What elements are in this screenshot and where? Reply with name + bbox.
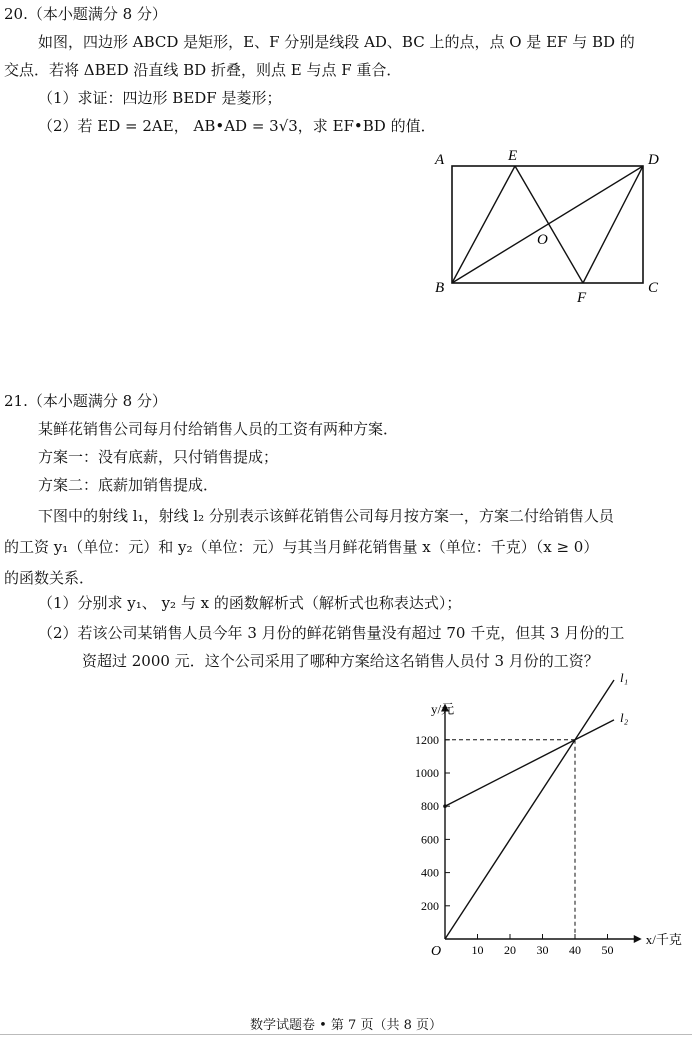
segment-fd xyxy=(583,166,643,283)
label-c: C xyxy=(648,280,659,296)
q21-desc-line3: 的函数关系． xyxy=(4,569,95,587)
x-axis-title: x/千克 xyxy=(645,932,682,947)
y-axis-title: y/元 xyxy=(431,701,455,717)
origin-label: O xyxy=(431,944,442,959)
x-tick-label: 20 xyxy=(504,943,516,957)
q21-intro: 某鲜花销售公司每月付给销售人员的工资有两种方案． xyxy=(38,420,399,438)
chart-labels xyxy=(431,670,682,959)
x-axis-arrow xyxy=(634,935,642,943)
chart-series xyxy=(443,680,614,939)
q20-part1: （1）求证：四边形 BEDF 是菱形； xyxy=(38,89,282,107)
chart-axes xyxy=(441,704,642,944)
q20-text-line2: 交点．若将 ΔBED 沿直线 BD 折叠，则点 E 与点 F 重合． xyxy=(4,61,402,79)
ray-1 xyxy=(445,680,614,939)
y-tick-label: 600 xyxy=(421,832,439,847)
y-tick-label: 400 xyxy=(421,865,439,880)
q21-function-graph xyxy=(395,670,690,965)
y-tick-label: 200 xyxy=(421,898,439,913)
label-f: F xyxy=(577,290,587,306)
ray-label-2: l₂ xyxy=(620,709,629,725)
q21-plan2: 方案二：底薪加销售提成． xyxy=(38,476,219,494)
segment-ef xyxy=(515,166,583,283)
footer-divider xyxy=(0,1034,692,1035)
q21-plan1: 方案一：没有底薪，只付销售提成； xyxy=(38,448,279,466)
q21-heading: 21.（本小题满分 8 分） xyxy=(4,392,167,410)
q20-part2: （2）若 ED = 2AE， AB•AD = 3√3，求 EF•BD 的值． xyxy=(38,117,436,135)
x-tick-label: 40 xyxy=(569,943,581,957)
ray-label-1: l₁ xyxy=(620,670,629,686)
label-b: B xyxy=(435,280,445,296)
y-tick-label: 1000 xyxy=(415,766,439,780)
segment-bd xyxy=(452,166,643,283)
x-tick-label: 50 xyxy=(601,943,614,957)
label-o: O xyxy=(537,232,548,248)
q21-part2-line1: （2）若该公司某销售人员今年 3 月份的鲜花销售量没有超过 70 千克，但其 3 月份的工 xyxy=(38,624,625,642)
x-tick-label: 30 xyxy=(536,943,549,957)
ray-2 xyxy=(445,720,614,806)
y-tick-label: 1200 xyxy=(415,732,439,747)
ray-2-start-point xyxy=(443,804,447,808)
q21-desc-line2: 的工资 y₁（单位：元）和 y₂（单位：元）与其当月鲜花销售量 x（单位：千克）（x ≥ 0） xyxy=(4,538,599,556)
x-tick-label: 10 xyxy=(471,943,484,957)
label-d: D xyxy=(648,152,659,168)
q21-desc-line1: 下图中的射线 l₁，射线 l₂ 分别表示该鲜花销售公司每月按方案一，方案二付给销售人员 xyxy=(38,507,614,525)
q20-figure xyxy=(425,140,675,315)
q20-heading: 20.（本小题满分 8 分） xyxy=(4,5,167,23)
q20-text-line1: 如图，四边形 ABCD 是矩形，E、F 分别是线段 AD、BC 上的点，点 O 是 EF 与 BD 的 xyxy=(38,33,635,51)
segment-be xyxy=(452,166,515,283)
q21-part2-line2: 资超过 2000 元．这个公司采用了哪种方案给这名销售人员付 3 月份的工资？ xyxy=(82,652,599,670)
q21-part1: （1）分别求 y₁、 y₂ 与 x 的函数解析式（解析式也称表达式）； xyxy=(38,594,462,612)
page-footer: 数学试题卷 • 第 7 页（共 8 页） xyxy=(249,1018,442,1033)
y-tick-label: 800 xyxy=(421,799,439,814)
label-e: E xyxy=(508,148,518,164)
label-a: A xyxy=(435,152,445,168)
